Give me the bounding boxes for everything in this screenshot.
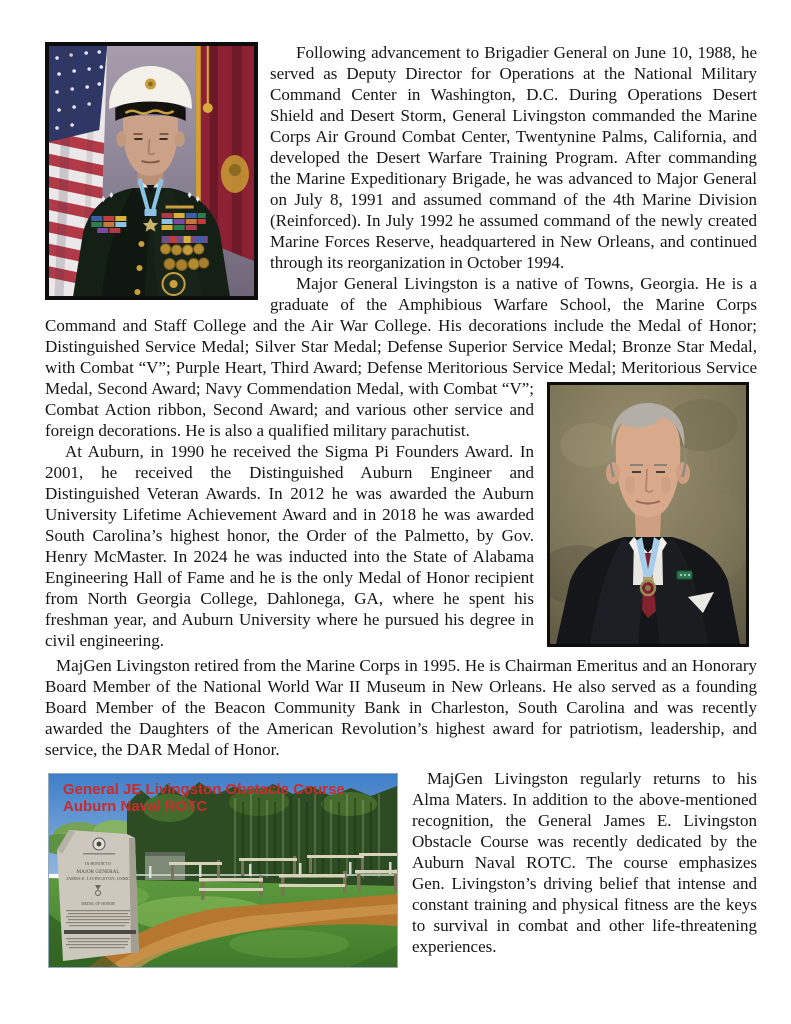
obstacle-course-photo — [48, 773, 398, 968]
paragraph-decorations-part2: Navy Commendation Medal, with Combat “V”; Combat Action ribbon, Second Award; and various other service and foreign decorations. He is also a qualified military parachutist. — [45, 379, 535, 440]
paragraph-auburn-awards: At Auburn, in 1990 he received the Sigma Pi Founders Award. In 2001, he received the Distinguished Auburn Engineer and Distinguished Veteran Awards. In 2012 he was awarded the Auburn University Lifetime Achievement Award and in 2018 he was awarded South Carolina’s highest honor, the Order of the Palmetto, by Gov. Henry McMaster. In 2024 he was inducted into the State of Alabama Engineering Hall of Fame and he is the only Medal of Honor recipient from North Georgia College, Dahlonega, GA, where he spent his freshman year, and Auburn University where he pursued his degree in civil engineering. — [45, 442, 534, 650]
photo-caption-line2: Auburn Naval ROTC — [63, 798, 208, 815]
monument-line3: JAMES E. LIVINGSTON, USMC — [66, 876, 130, 881]
obstacle-course-section — [45, 768, 757, 957]
paragraph-decorations-part1: Major General Livingston is a native of Towns, Georgia. He is a graduate of the Amphibious Warfare School, the Marine Corps Command and Staff College and the Air War College. His decorations include the Medal of Honor; Distinguished Service Medal; Silver Star Medal; Defense Superior Service Medal; Bronze Star Medal, with Combat “V”; Purple Heart, Third Award; Defense Meritorious Service Medal; Meritorious Service Medal, Second Award; — [45, 274, 757, 398]
dedication-monument — [57, 830, 139, 961]
monument-line4: MEDAL OF HONOR — [81, 902, 115, 906]
photo-caption-line1: General JE Livingston Obstacle Course — [63, 781, 345, 798]
paragraph-career: Following advancement to Brigadier General on June 10, 1988, he served as Deputy Director for Operations at the National Military Command Center in Washington, D.C. During Operations Desert Shield and Desert Storm, General Livingston commanded the Marine Corps Air Ground Combat Center, Twentynine Palms, California, and developed the Desert Warfare Training Program. After commanding the Marine Expeditionary Brigade, he was advanced to Major General on July 8, 1991 and assumed command of the 4th Marine Division (Reinforced). In July 1992 he assumed command of the newly created Marine Forces Reserve, headquartered in New Orleans, and continued through its reorganization in October 1994. — [270, 43, 757, 272]
paragraph-retirement: MajGen Livingston retired from the Marine Corps in 1995. He is Chairman Emeritus and an Honorary Board Member of the National World War II Museum in New Orleans. He also served as a founding Board Member of the Beacon Community Bank in Charleston, South Carolina and was recently awarded the Daughters of the American Revolution’s highest award for patriotism, leadership, and service, the DAR Medal of Honor. — [45, 656, 757, 759]
monument-line2: MAJOR GENERAL — [76, 869, 120, 875]
military-portrait-photo — [45, 42, 258, 300]
monument-line1: IN HONOR TO — [85, 861, 111, 866]
paragraph-alma-maters: MajGen Livingston regularly returns to his Alma Maters. In addition to the above-mentioned recognition, the General James E. Livingston Obstacle Course was recently dedicated by the Auburn Naval ROTC. The course emphasizes Gen. Livingston’s driving belief that intense and constant training and physical fitness are the keys to survival in combat and other life-threatening experiences. — [412, 769, 757, 956]
civilian-portrait-photo — [547, 382, 749, 647]
